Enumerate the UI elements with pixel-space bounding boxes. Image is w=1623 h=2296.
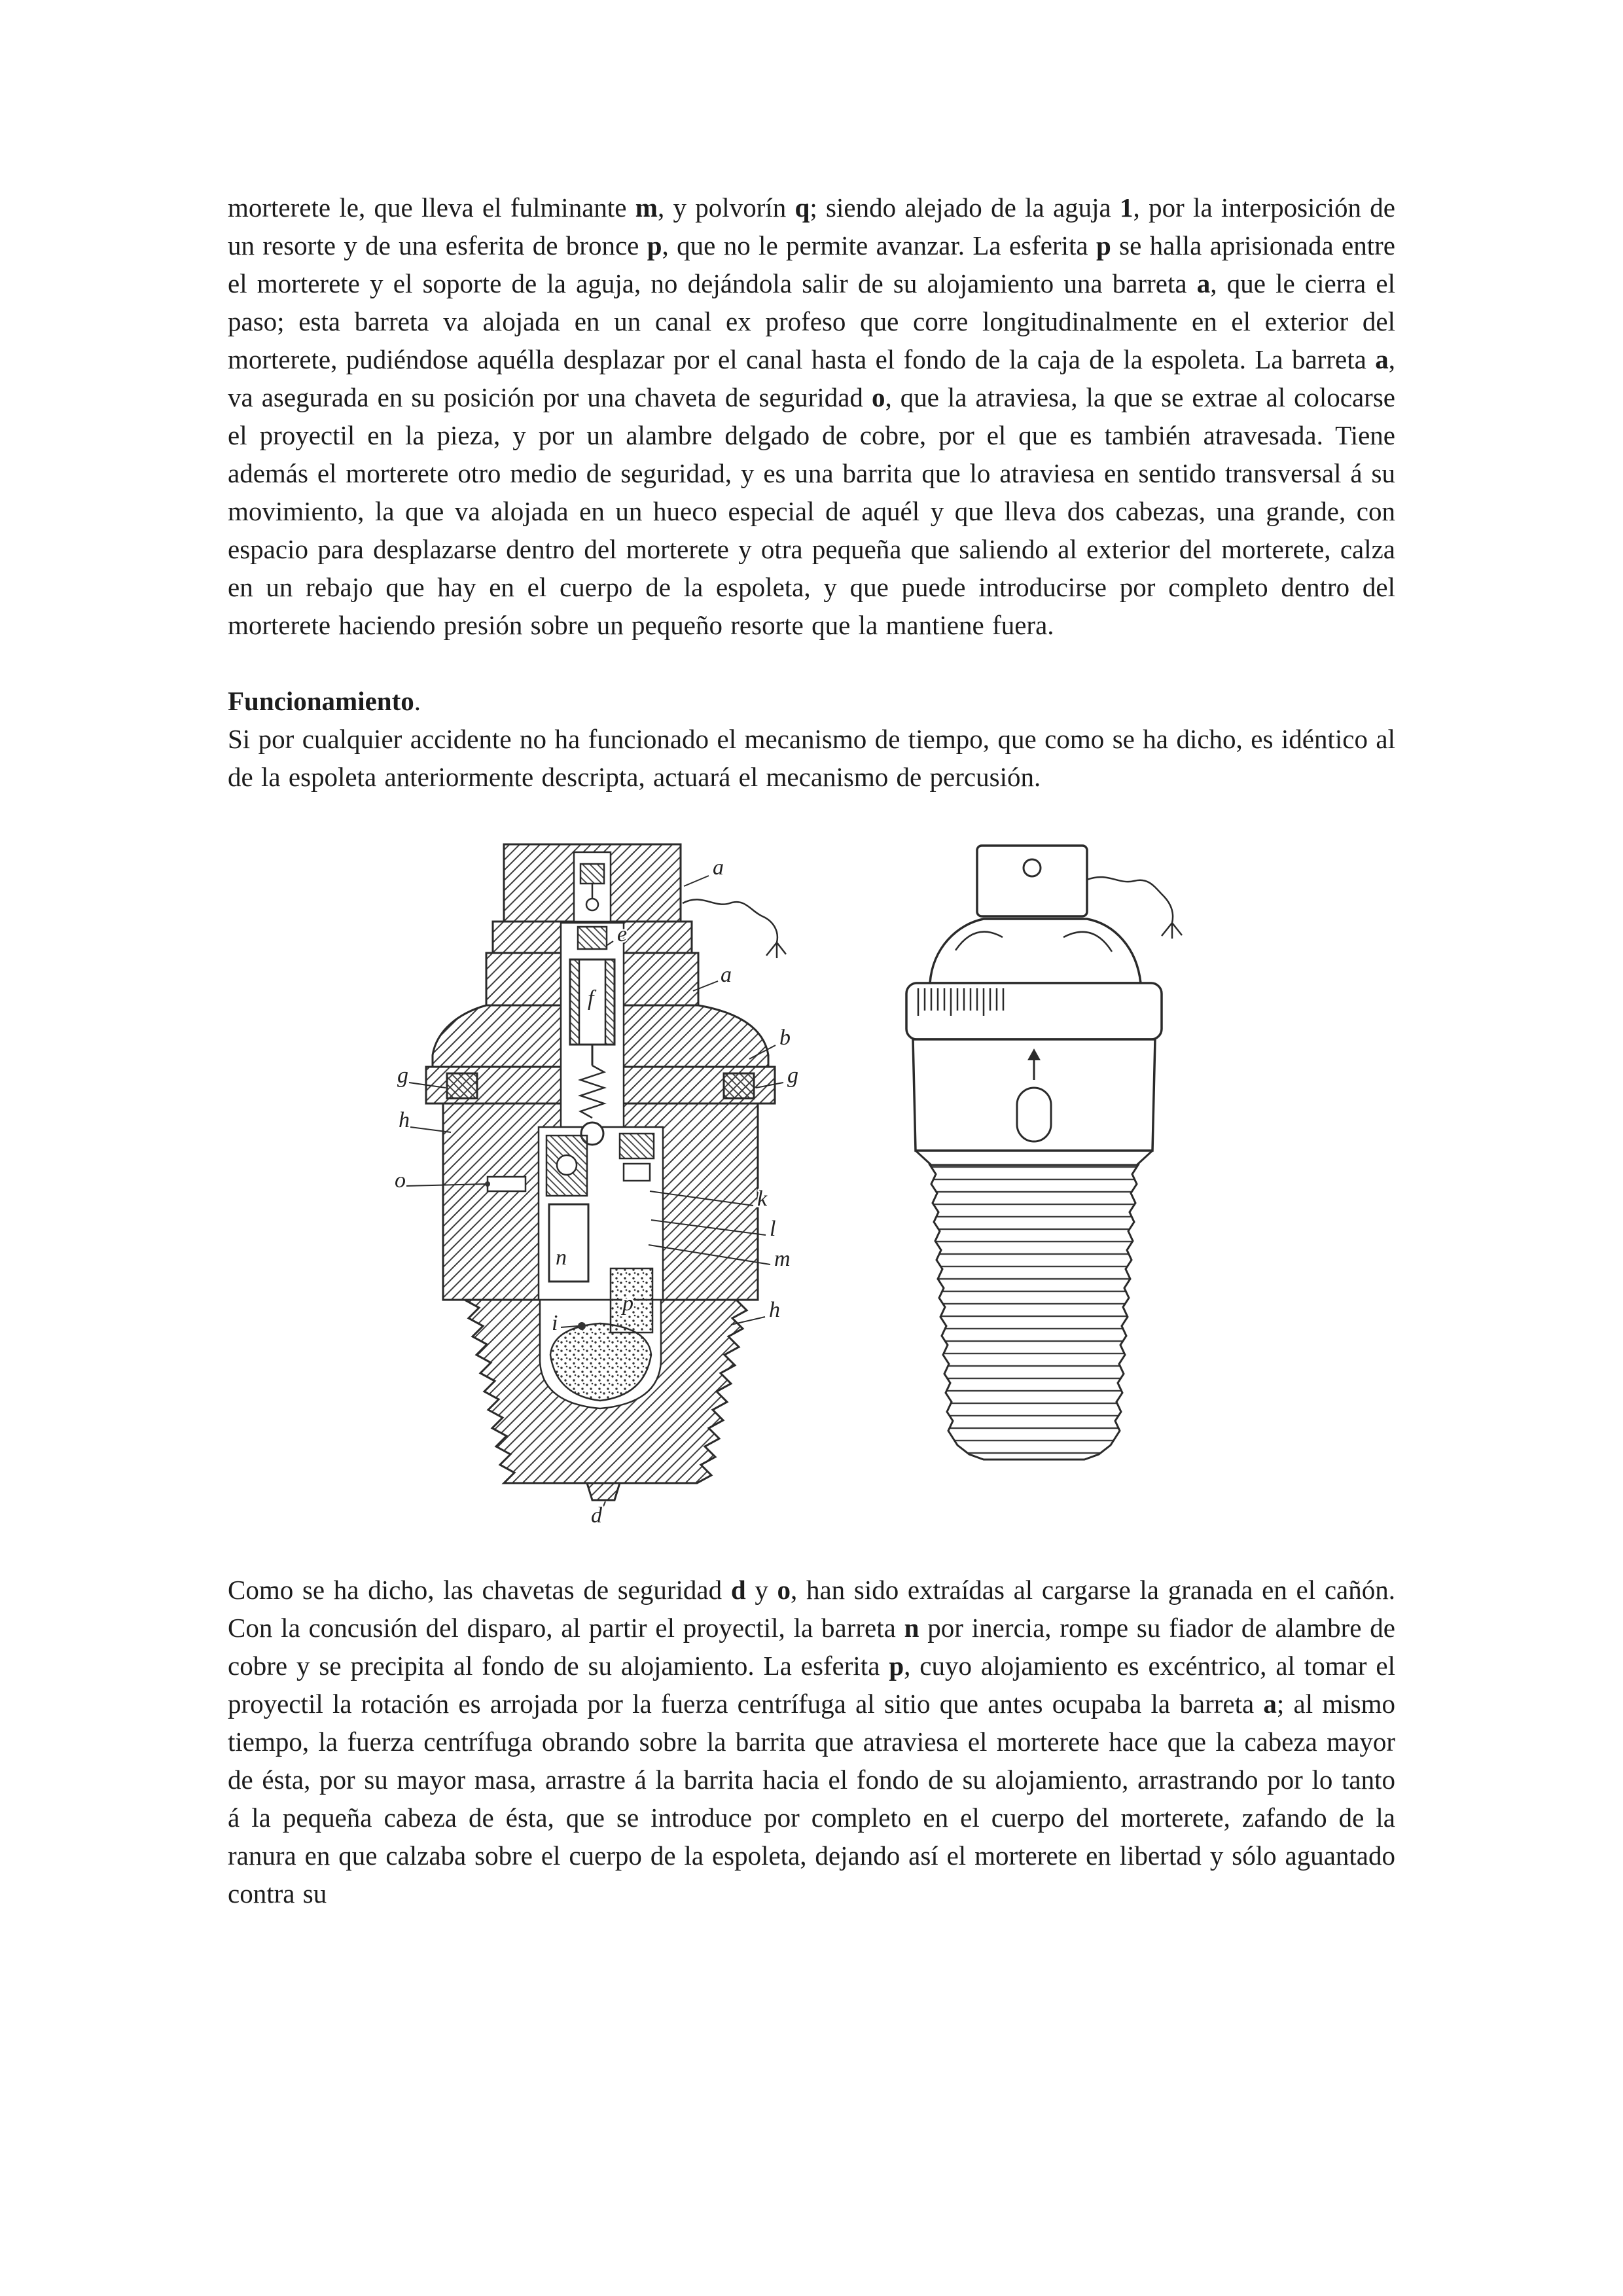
label-l: l	[770, 1217, 776, 1241]
part-k	[620, 1134, 654, 1158]
dome	[930, 919, 1141, 983]
label-h-right: h	[769, 1298, 780, 1322]
label-n: n	[556, 1246, 567, 1270]
label-a-top: a	[713, 855, 724, 880]
flange-key-right	[724, 1073, 754, 1098]
fuze-figure	[228, 838, 1395, 1525]
cord	[683, 899, 786, 958]
paragraph-3: Como se ha dicho, las chavetas de seguridad d y o, han sido extraídas al cargarse la granada en el cañón. Con la concusión del disparo, al partir el proyectil, la barreta n por inercia, rompe su fiador de alambre de cobre y se precipita al fondo de su alojamiento. La esferita p, cuyo alojamiento es excéntrico, al tomar el proyectil la rotación es arrojada por la fuerza centrífuga al sitio que antes ocupaba la barreta a; al mismo tiempo, la fuerza centrífuga obrando sobre la barrita que atraviesa el morterete hace que la cabeza mayor de ésta, por su mayor masa, arrastre á la barrita hacia el fondo de su alojamiento, arrastrando por lo tanto á la pequeña cabeza de ésta, que se introduce por completo en el cuerpo del morterete, zafando de la ranura en que calzaba sobre el cuerpo de la espoleta, dejando así el morterete en libertad y sólo aguantado contra su	[228, 1575, 1395, 1909]
bottom-tail	[587, 1483, 620, 1500]
part-e	[578, 927, 607, 949]
barreta-n	[549, 1204, 588, 1282]
label-d: d	[591, 1503, 602, 1525]
label-e: e	[617, 922, 628, 946]
figure-exterior-view	[867, 838, 1234, 1525]
label-p: p	[622, 1291, 633, 1316]
cap-screw	[580, 864, 604, 884]
label-f: f	[588, 986, 594, 1011]
section-heading: Funcionamiento.	[228, 686, 421, 716]
label-h-left: h	[399, 1108, 410, 1132]
label-k: k	[757, 1187, 768, 1211]
label-i: i	[552, 1311, 558, 1335]
label-g-right: g	[787, 1064, 798, 1088]
thread-section	[930, 1165, 1138, 1460]
figure-cross-section	[389, 838, 812, 1525]
cap-hole	[1024, 859, 1041, 876]
pin-i-dot	[578, 1322, 586, 1330]
paragraph-2: Si por cualquier accidente no ha funcionado el mecanismo de tiempo, que como se ha dicho, es idéntico al de la espoleta anteriormente descripta, actuará el mecanismo de percusión.	[228, 724, 1395, 792]
flange-key-left	[447, 1073, 477, 1098]
part-l	[624, 1164, 650, 1181]
label-b: b	[779, 1026, 791, 1050]
safety-pin-o	[488, 1177, 526, 1191]
paragraph-1: morterete le, que lleva el fulminante m, y polvorín q; siendo alejado de la aguja 1, por la interposición de un resorte y de una esferita de bronce p, que no le permite avanzar. La esferita p se halla aprisionada entre el morterete y el soporte de la aguja, no dejándola salir de su alojamiento una barreta a, que le cierra el paso; esta barreta va alojada en un canal ex profeso que corre longitudinalmente en el exterior del morterete, pudiéndose aquélla desplazar por el canal hasta el fondo de la caja de la espoleta. La barreta a, va asegurada en su posición por una chaveta de seguridad o, que la atraviesa, la que se extrae al colocarse el proyectil en la pieza, y por un alambre delgado de cobre, por el que es también atravesada. Tiene además el morterete otro medio de seguridad, y es una barrita que lo atraviesa en sentido transversal á su movimiento, la que va alojada en un hueco especial de aquél y que lleva dos cabezas, una grande, con espacio para desplazarse dentro del morterete y otra pequeña que saliendo al exterior del morterete, calza en un rebajo que hay en el cuerpo de la espoleta, y que puede introducirse por completo dentro del morterete haciendo presión sobre un pequeño resorte que la mantiene fuera.	[228, 192, 1396, 640]
inspection-window	[1017, 1088, 1051, 1141]
cap	[977, 846, 1087, 916]
label-a-mid: a	[721, 963, 732, 987]
label-g-left: g	[397, 1064, 408, 1088]
label-o: o	[395, 1168, 406, 1193]
label-m: m	[774, 1247, 791, 1271]
